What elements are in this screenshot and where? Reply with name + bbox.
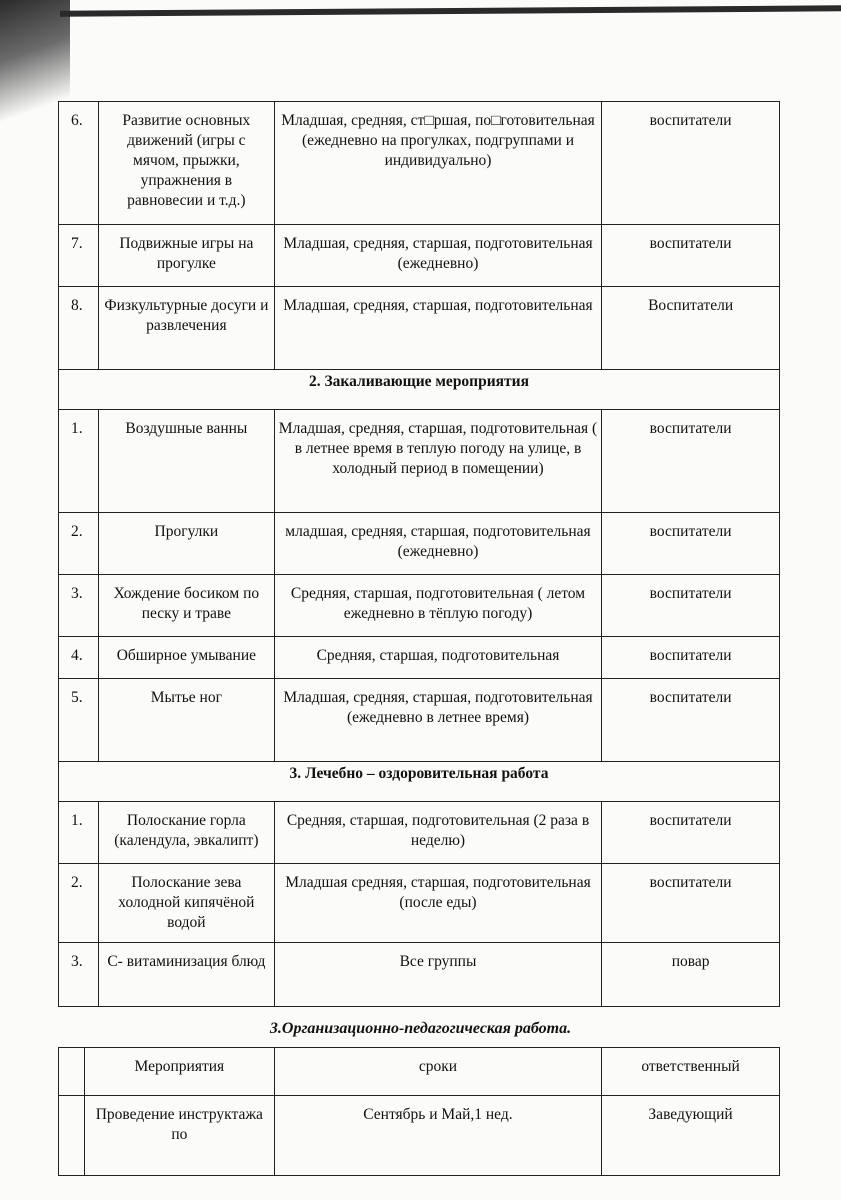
section-title: 2. Закаливающие мероприятия [59,370,780,410]
groups-cell: Младшая, средняя, старшая, подготовительная (ежедневно в летнее время) [274,679,601,762]
table-row [59,410,780,513]
responsible-header: ответственный [602,1048,780,1096]
groups-cell: Младшая, средняя, ст□ршая, по□готовительная (ежедневно на прогулках, подгруппами и индивидуально) [274,102,601,225]
table-row [59,225,780,287]
table-row [59,575,780,637]
section-heading: 3.Организационно-педагогическая работа. [269,1020,572,1037]
responsible-cell: Воспитатели [602,287,780,370]
groups-cell: Младшая, средняя, старшая, подготовительная (ежедневно) [274,225,601,287]
number-header-cell [59,1048,85,1096]
groups-cell: Младшая, средняя, старшая, подготовительная [274,287,601,370]
row-number: 5. [59,679,99,762]
row-number: 6. [59,102,99,225]
organizational-work-table [58,1047,780,1176]
activity-cell: Полоскание зева холодной кипячёной водой [98,864,274,943]
groups-cell: Средняя, старшая, подготовительная [274,637,601,679]
activity-cell: Развитие основных движений (игры с мячом, прыжки, упражнения в равновесии и т.д.) [98,102,274,225]
responsible-cell: воспитатели [602,225,780,287]
groups-cell: Средняя, старшая, подготовительная (2 раза в неделю) [274,802,601,864]
responsible-cell: воспитатели [602,637,780,679]
activity-cell: Проведение инструктажа по [84,1096,274,1176]
responsible-cell: воспитатели [602,679,780,762]
section-title: 3. Лечебно – оздоровительная работа [59,762,780,802]
row-number: 3. [59,943,99,1007]
activity-cell: Прогулки [98,513,274,575]
table-row [59,864,780,943]
number-cell [59,1096,85,1176]
groups-cell: младшая, средняя, старшая, подготовительная (ежедневно) [274,513,601,575]
groups-cell: Младшая средняя, старшая, подготовительная (после еды) [274,864,601,943]
table-row [59,637,780,679]
row-number: 2. [59,513,99,575]
activity-cell: Физкультурные досуги и развлечения [98,287,274,370]
table-row [59,802,780,864]
row-number: 2. [59,864,99,943]
activity-header: Мероприятия [84,1048,274,1096]
row-number: 8. [59,287,99,370]
responsible-cell: Заведующий [602,1096,780,1176]
activity-cell: Воздушные ванны [98,410,274,513]
responsible-cell: воспитатели [602,802,780,864]
table-row [59,1096,780,1176]
row-number: 3. [59,575,99,637]
responsible-cell: повар [602,943,780,1007]
responsible-cell: воспитатели [602,575,780,637]
responsible-cell: воспитатели [602,513,780,575]
activity-cell: Полоскание горла (календула, эвкалипт) [98,802,274,864]
table-row [59,287,780,370]
table-row [59,943,780,1007]
table-row [59,102,780,225]
terms-header: сроки [274,1048,601,1096]
row-number: 4. [59,637,99,679]
terms-cell: Сентябрь и Май,1 нед. [274,1096,601,1176]
section-header-row [59,762,780,802]
activity-cell: Подвижные игры на прогулке [98,225,274,287]
responsible-cell: воспитатели [602,102,780,225]
groups-cell: Все группы [274,943,601,1007]
row-number: 1. [59,802,99,864]
groups-cell: Средняя, старшая, подготовительная ( летом ежедневно в тёплую погоду) [274,575,601,637]
section-header-row [59,370,780,410]
row-number: 1. [59,410,99,513]
activity-cell: Мытье ног [98,679,274,762]
activity-cell: Обширное умывание [98,637,274,679]
activity-cell: С- витаминизация блюд [98,943,274,1007]
scan-top-edge [60,5,841,16]
responsible-cell: воспитатели [602,410,780,513]
table-header-row [59,1048,780,1096]
health-activities-table [58,101,780,1007]
row-number: 7. [59,225,99,287]
groups-cell: Младшая, средняя, старшая, подготовительная ( в летнее время в теплую погоду на улице, в холодный период в помещении) [274,410,601,513]
responsible-cell: воспитатели [602,864,780,943]
table-row [59,679,780,762]
activity-cell: Хождение босиком по песку и траве [98,575,274,637]
table-row [59,513,780,575]
